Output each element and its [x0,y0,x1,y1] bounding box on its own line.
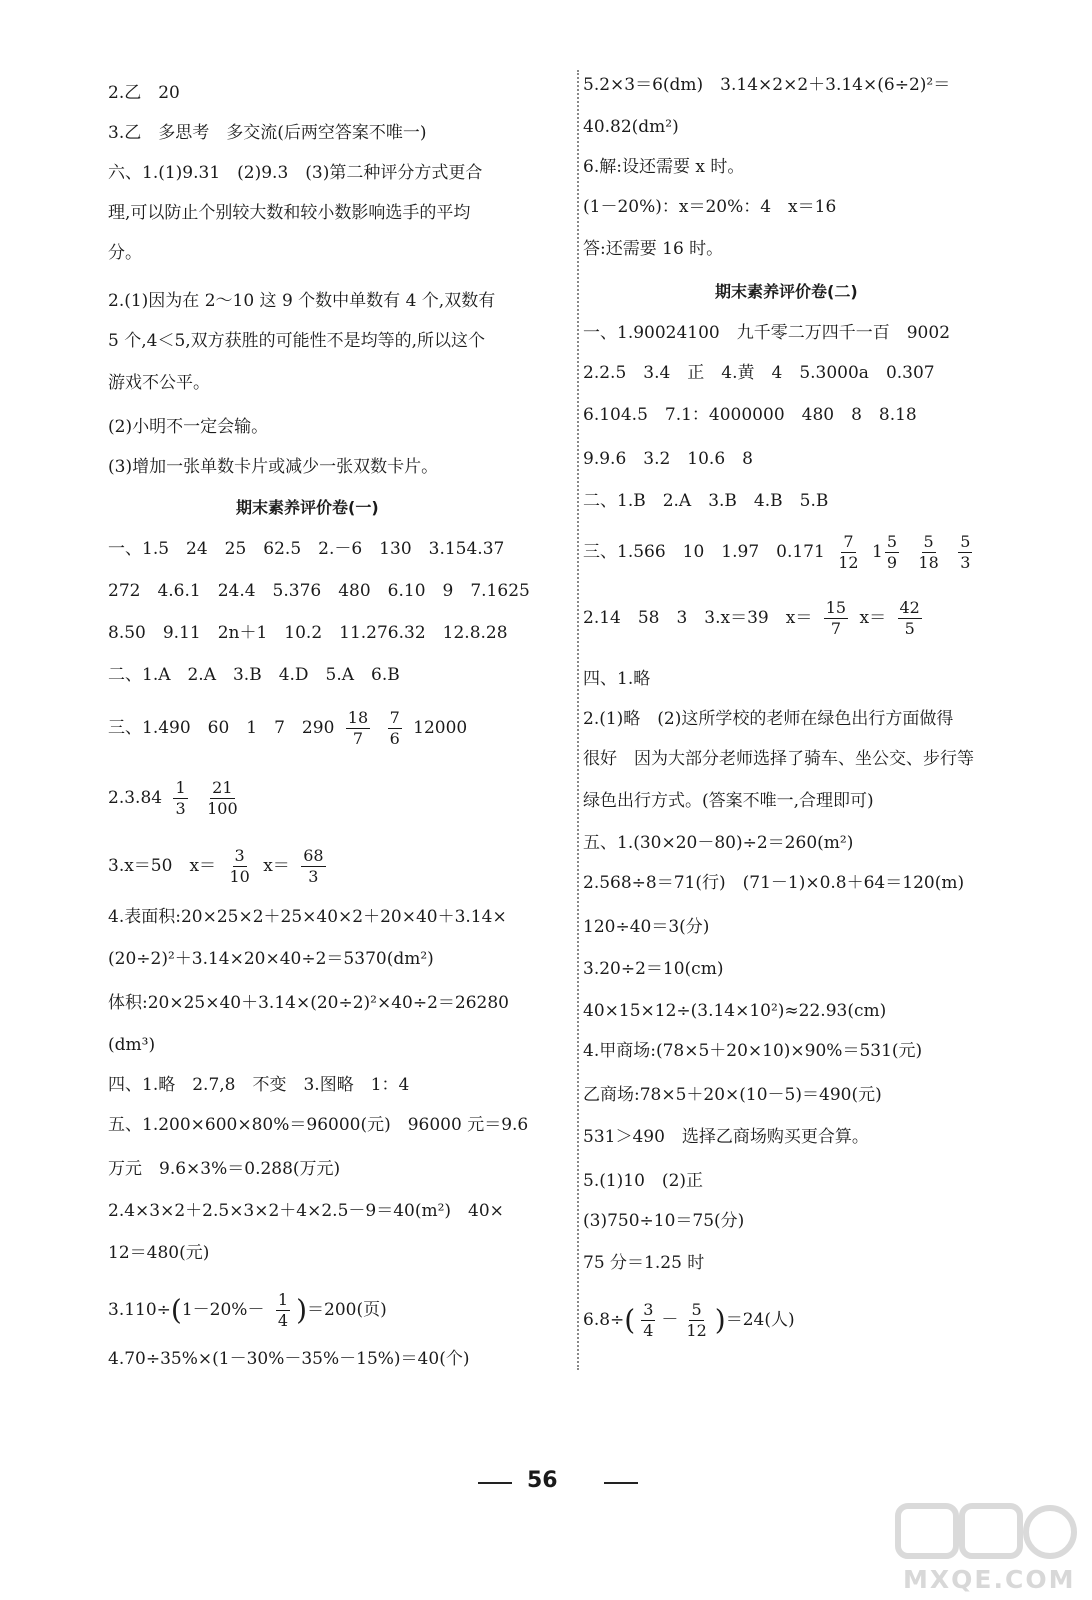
fraction [824,598,848,639]
answer-text: 6.8÷ [583,1310,625,1330]
answer-line: 乙商场:78×5＋20×(10－5)＝490(元) [583,1085,882,1105]
fraction [684,1300,708,1341]
answer-text: 3.110÷ [108,1300,171,1320]
denominator: 3 [308,867,319,886]
answer-text: ＝200(页) [307,1300,387,1320]
answer-line-fractions [583,596,928,640]
answer-line-fractions [108,844,332,888]
answer-line: (20÷2)²＋3.14×20×40÷2＝5370(dm²) [108,949,434,969]
answer-line: 2.(1)略 (2)这所学校的老师在绿色出行方面做得 [583,709,954,729]
answer-text: 1 [872,542,883,562]
answer-line: 游戏不公平。 [108,373,210,393]
fraction [641,1300,655,1341]
numerator: 5 [886,532,898,551]
answer-text: x＝ [859,608,887,628]
denominator: 100 [207,799,238,818]
answer-line: 万元 9.6×3%＝0.288(万元) [108,1159,341,1179]
answer-line: 答:还需要 16 时。 [583,239,724,259]
fraction [301,846,325,887]
answer-line: 5.2×3＝6(dm) 3.14×2×2＋3.14×(6÷2)²＝ [583,75,951,95]
answer-line: 4.表面积:20×25×2＋25×40×2＋20×40＋3.14× [108,907,507,927]
answer-line: 二、1.A 2.A 3.B 4.D 5.A 6.B [108,665,400,685]
answer-line: 六、1.(1)9.31 (2)9.3 (3)第二种评分方式更合 [108,163,483,183]
answer-text: 3.x＝50 x＝ [108,856,217,876]
numerator: 1 [175,778,186,797]
numerator: 7 [843,532,854,551]
answer-line: 体积:20×25×40＋3.14×(20÷2)²×40÷2＝26280 [108,993,509,1013]
numerator: 5 [960,532,971,551]
answer-line: 120÷40＝3(分) [583,917,710,937]
fraction [836,532,860,573]
fraction [916,532,940,573]
answer-line: 二、1.B 2.A 3.B 4.B 5.B [583,491,829,511]
answer-line-fractions: 6.8÷( $\frac{3}{4}$ － $\frac{5}{12}$ )＝24(人) [583,1300,795,1340]
answer-line: 6.104.5 7.1：4000000 480 8 8.18 [583,405,917,425]
answer-line-fractions [108,776,246,820]
fraction [276,1290,290,1331]
answer-line: 分。 [108,243,142,263]
column-divider [577,70,579,1370]
section-title: 期末素养评价卷(一) [236,498,379,517]
page-number-dash-left [478,1482,512,1484]
answer-line: 3.乙 多思考 多交流(后两空答案不唯一) [108,123,427,143]
denominator: 7 [830,619,841,638]
answer-text: 12000 [413,718,468,738]
answer-text: 2.14 58 3 3.x＝39 x＝ [583,608,813,628]
answer-line: 2.(1)因为在 2～10 这 9 个数中单数有 4 个,双数有 [108,291,496,311]
fraction [346,708,370,749]
fraction [205,778,240,819]
denominator: 5 [904,619,915,638]
answer-line: 2.4×3×2＋2.5×3×2＋4×2.5－9＝40(m²) 40× [108,1201,504,1221]
denominator: 12 [686,1321,707,1340]
answer-text: 三、1.566 10 1.97 0.171 [583,542,825,562]
answer-line: 五、1.(30×20－80)÷2＝260(m²) [583,833,854,853]
answer-line: 2.乙 20 [108,83,180,103]
answer-line: (1－20%)：x＝20%：4 x＝16 [583,197,837,217]
denominator: 4 [643,1321,654,1340]
answer-line: 5.(1)10 (2)正 [583,1171,704,1191]
answer-line: 3.20÷2＝10(cm) [583,959,724,979]
fraction [227,846,251,887]
watermark-text: MXQE.COM [903,1565,1076,1594]
answer-line: 四、1.略 [583,669,651,689]
numerator: 3 [643,1300,654,1319]
numerator: 68 [303,846,324,865]
answer-line: 五、1.200×600×80%＝96000(元) 96000 元＝9.6 [108,1115,529,1135]
page-number-dash-right [604,1482,638,1484]
denominator: 7 [352,729,364,748]
answer-line: 5 个,4＜5,双方获胜的可能性不是均等的,所以这个 [108,331,486,351]
answer-line: 75 分＝1.25 时 [583,1253,705,1273]
answer-line: 理,可以防止个别较大数和较小数影响选手的平均 [108,203,471,223]
answer-line: 2.2.5 3.4 正 4.黄 4 5.3000a 0.307 [583,363,935,383]
answer-line: 一、1.90024100 九千零二万四千一百 9002 [583,323,951,343]
denominator: 10 [229,867,250,886]
denominator: 9 [886,553,898,572]
answer-line: 4.70÷35%×(1－30%－35%－15%)＝40(个) [108,1349,470,1369]
page-number: 56 [527,1468,558,1493]
fraction [958,532,972,573]
denominator: 3 [960,553,971,572]
denominator: 12 [838,553,859,572]
answer-line: 2.568÷8＝71(行) (71－1)×0.8＋64＝120(m) [583,873,965,893]
numerator: 5 [691,1300,702,1319]
fraction [388,708,402,749]
close-paren: ) [296,1293,307,1327]
answer-text: x＝ [263,856,290,876]
answer-line: 8.50 9.11 2n＋1 10.2 11.276.32 12.8.28 [108,623,508,643]
numerator: 1 [277,1290,289,1309]
fraction [173,778,187,819]
numerator: 18 [347,708,369,727]
answer-line: (3)增加一张单数卡片或减少一张双数卡片。 [108,457,439,477]
answer-text: ＝24(人) [725,1310,795,1330]
answer-text: 三、1.490 60 1 7 290 [108,718,335,738]
fraction [885,532,899,573]
answer-line: 9.9.6 3.2 10.6 8 [583,449,753,469]
denominator: 4 [277,1311,289,1330]
open-paren: ( [170,1293,182,1327]
answer-line: 40×15×12÷(3.14×10²)≈22.93(cm) [583,1001,887,1021]
denominator: 18 [918,553,939,572]
close-paren: ) [714,1303,726,1337]
open-paren: ( [624,1303,636,1337]
numerator: 15 [825,598,847,617]
answer-line: 很好 因为大部分老师选择了骑车、坐公交、步行等 [583,749,974,769]
numerator: 7 [389,708,400,727]
answer-line: 一、1.5 24 25 62.5 2.－6 130 3.154.37 [108,539,505,559]
answer-text: 1－20%－ [181,1300,265,1320]
answer-line-fractions [583,530,978,574]
denominator: 6 [389,729,400,748]
answer-line-fractions [108,1288,387,1333]
section-title: 期末素养评价卷(二) [715,282,858,301]
answer-line: (dm³) [108,1035,156,1055]
answer-line: 绿色出行方式。(答案不唯一,合理即可) [583,791,874,811]
answer-line: 40.82(dm²) [583,117,679,137]
answer-line: 531＞490 选择乙商场购买更合算。 [583,1127,869,1147]
answer-line: 12＝480(元) [108,1243,210,1263]
numerator: 3 [234,846,245,865]
answer-line: (3)750÷10＝75(分) [583,1211,745,1231]
numerator: 42 [899,598,920,617]
answer-line: 6.解:设还需要 x 时。 [583,157,745,177]
answer-text: 2.3.84 [108,788,163,808]
denominator: 3 [175,799,186,818]
answer-line-fractions [108,706,467,750]
numerator: 5 [923,532,934,551]
answer-line: 4.甲商场:(78×5＋20×10)×90%＝531(元) [583,1041,923,1061]
answer-line: 四、1.略 2.7,8 不变 3.图略 1：4 [108,1075,410,1095]
answer-line: 272 4.6.1 24.4 5.376 480 6.10 9 7.1625 [108,581,530,601]
numerator: 21 [212,778,233,797]
answer-line: (2)小明不一定会输。 [108,417,269,437]
fraction [898,598,922,639]
